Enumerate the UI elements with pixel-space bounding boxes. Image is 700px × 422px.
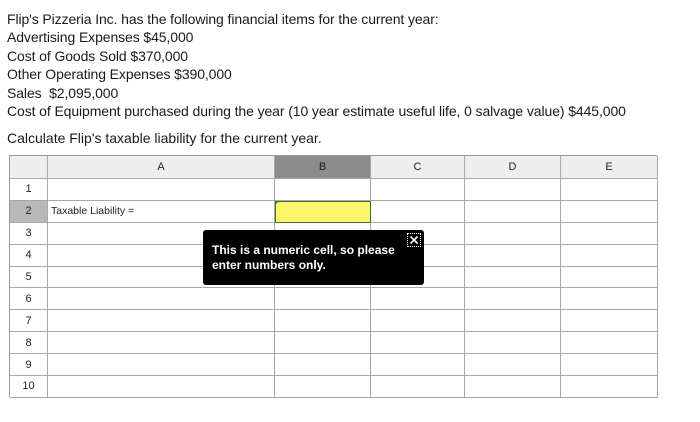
cell-d7[interactable] [465,310,561,332]
cell-c8[interactable] [371,332,465,354]
cell-a7[interactable] [48,310,275,332]
cell-b8[interactable] [275,332,371,354]
cell-b6[interactable] [275,288,371,310]
item-sales: Sales $2,095,000 [7,84,119,101]
cell-e10[interactable] [561,376,658,398]
cell-e3[interactable] [561,223,658,245]
cell-b1[interactable] [275,179,371,201]
tooltip-message: This is a numeric cell, so please enter numbers only. [212,243,395,272]
row-header-7[interactable]: 7 [10,310,48,332]
column-header-a[interactable]: A [48,156,275,179]
cell-e8[interactable] [561,332,658,354]
row-header-10[interactable]: 10 [10,376,48,398]
instruction-text: Calculate Flip's taxable liability for the current year. [7,130,322,146]
row-header-6[interactable]: 6 [10,288,48,310]
corner-cell[interactable] [10,156,48,179]
cell-d6[interactable] [465,288,561,310]
row-header-2[interactable]: 2 [10,201,48,223]
column-header-e[interactable]: E [561,156,658,179]
cell-e2[interactable] [561,201,658,223]
cell-c1[interactable] [371,179,465,201]
cell-e7[interactable] [561,310,658,332]
cell-a10[interactable] [48,376,275,398]
cell-b2-active-input[interactable] [275,201,371,223]
cell-e9[interactable] [561,354,658,376]
cell-d4[interactable] [465,245,561,267]
cell-d9[interactable] [465,354,561,376]
cell-c9[interactable] [371,354,465,376]
cell-a6[interactable] [48,288,275,310]
column-header-c[interactable]: C [371,156,465,179]
cell-e1[interactable] [561,179,658,201]
cell-d8[interactable] [465,332,561,354]
numeric-cell-tooltip [203,230,424,285]
row-header-4[interactable]: 4 [10,245,48,267]
cell-a2[interactable]: Taxable Liability = [48,201,275,223]
row-header-3[interactable]: 3 [10,223,48,245]
cell-e6[interactable] [561,288,658,310]
item-equipment: Cost of Equipment purchased during the year (10 year estimate useful life, 0 salvage value) $445,000 [7,103,626,120]
cell-e4[interactable] [561,245,658,267]
column-header-d[interactable]: D [465,156,561,179]
cell-c2[interactable] [371,201,465,223]
cell-c7[interactable] [371,310,465,332]
item-other-operating: Other Operating Expenses $390,000 [7,66,232,83]
row-header-5[interactable]: 5 [10,267,48,289]
cell-d5[interactable] [465,267,561,289]
row-header-9[interactable]: 9 [10,354,48,376]
cell-a1[interactable] [48,179,275,201]
problem-statement [7,10,697,120]
cell-d10[interactable] [465,376,561,398]
row-header-1[interactable]: 1 [10,179,48,201]
cell-b7[interactable] [275,310,371,332]
column-header-b[interactable]: B [275,156,371,179]
cell-a9[interactable] [48,354,275,376]
cell-a8[interactable] [48,332,275,354]
item-advertising: Advertising Expenses $45,000 [7,29,194,46]
close-icon[interactable] [407,233,421,247]
cell-c10[interactable] [371,376,465,398]
row-header-8[interactable]: 8 [10,332,48,354]
cell-b10[interactable] [275,376,371,398]
cell-d3[interactable] [465,223,561,245]
problem-intro: Flip's Pizzeria Inc. has the following financial items for the current year: [7,11,439,27]
cell-e5[interactable] [561,267,658,289]
item-cogs: Cost of Goods Sold $370,000 [7,47,188,64]
cell-c6[interactable] [371,288,465,310]
cell-b9[interactable] [275,354,371,376]
cell-d2[interactable] [465,201,561,223]
cell-d1[interactable] [465,179,561,201]
